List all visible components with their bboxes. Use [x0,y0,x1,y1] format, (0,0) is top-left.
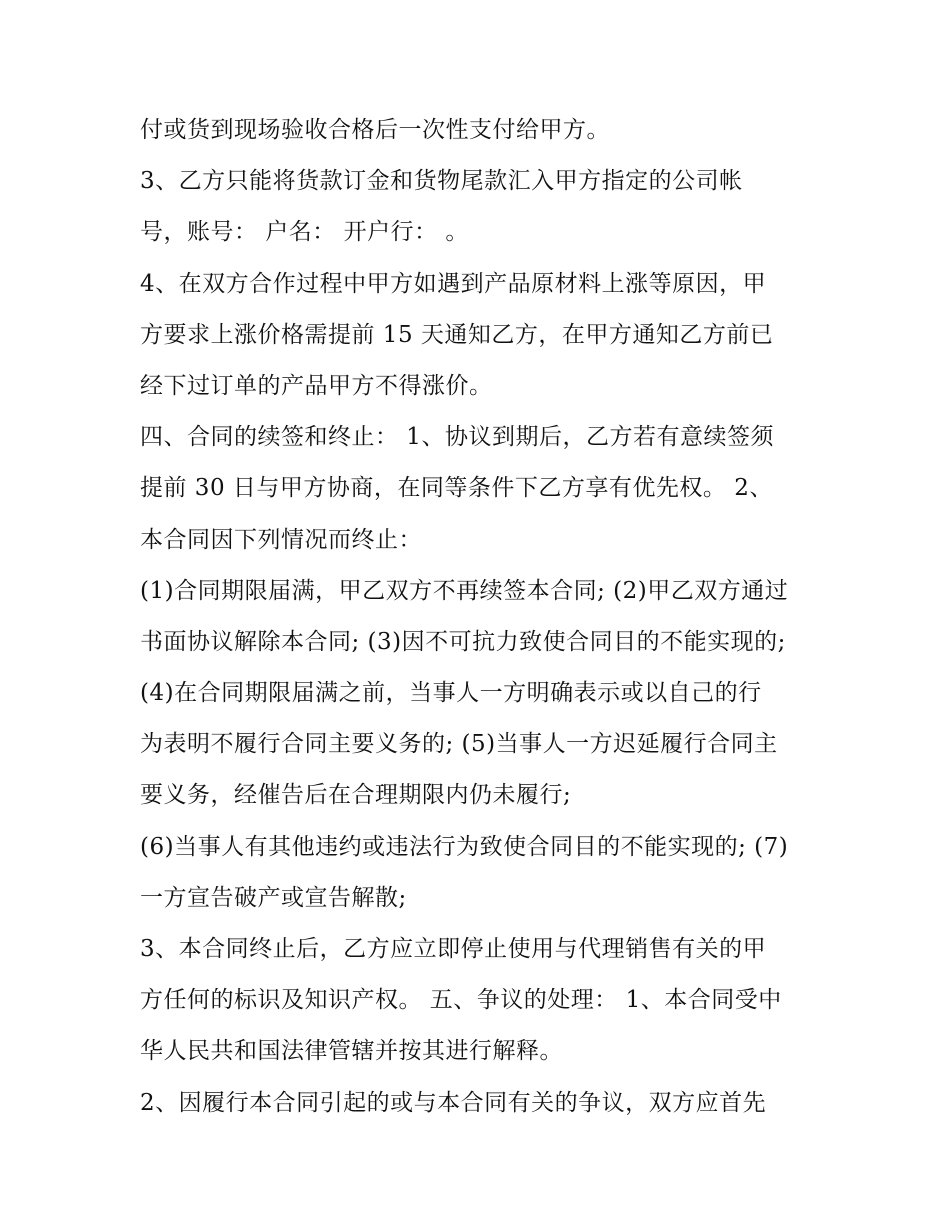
text-line: 华人民共和国法律管辖并按其进行解释。 [140,1038,563,1065]
text-line: 号，账号： 户名： 开户行： 。 [140,219,469,246]
text-line: 2、因履行本合同引起的或与本合同有关的争议，双方应首先 [140,1089,767,1116]
text-line: 3、本合同终止后，乙方应立即停止使用与代理销售有关的甲 [140,936,767,962]
document-body [140,105,830,1129]
text-line: 提前 30 日与甲方协商，在同等条件下乙方享有优先权。 2、 [140,475,773,502]
text-line: 四、合同的续签和终止： 1、协议到期后，乙方若有意续签须 [140,424,774,451]
text-line: 4、在双方合作过程中甲方如遇到产品原材料上涨等原因，甲 [140,270,767,297]
text-line: (1)合同期限届满，甲乙双方不再续签本合同; (2)甲乙双方通过 [140,577,789,604]
text-line: (4)在合同期限届满之前，当事人一方明确表示或以自己的行 [140,680,762,707]
text-line: 一方宣告破产或宣告解散; [140,884,407,911]
text-line: 经下过订单的产品甲方不得涨价。 [140,372,493,399]
text-line: 付或货到现场验收合格后一次性支付给甲方。 [140,117,610,143]
text-line: 为表明不履行合同主要义务的; (5)当事人一方迟延履行合同主 [140,731,778,758]
text-line: 方要求上涨价格需提前 15 天通知乙方，在甲方通知乙方前已 [140,321,774,348]
text-line: (6)当事人有其他违约或违法行为致使合同目的不能实现的; (7) [140,833,789,860]
text-line: 3、乙方只能将货款订金和货物尾款汇入甲方指定的公司帐 [140,168,743,195]
text-line: 方任何的标识及知识产权。 五、争议的处理： 1、本合同受中 [140,987,782,1014]
text-line: 本合同因下列情况而终止： [140,526,422,553]
text-line: 要义务，经催告后在合理期限内仍未履行; [140,782,572,809]
text-line: 书面协议解除本合同; (3)因不可抗力致使合同目的不能实现的; [140,628,786,655]
